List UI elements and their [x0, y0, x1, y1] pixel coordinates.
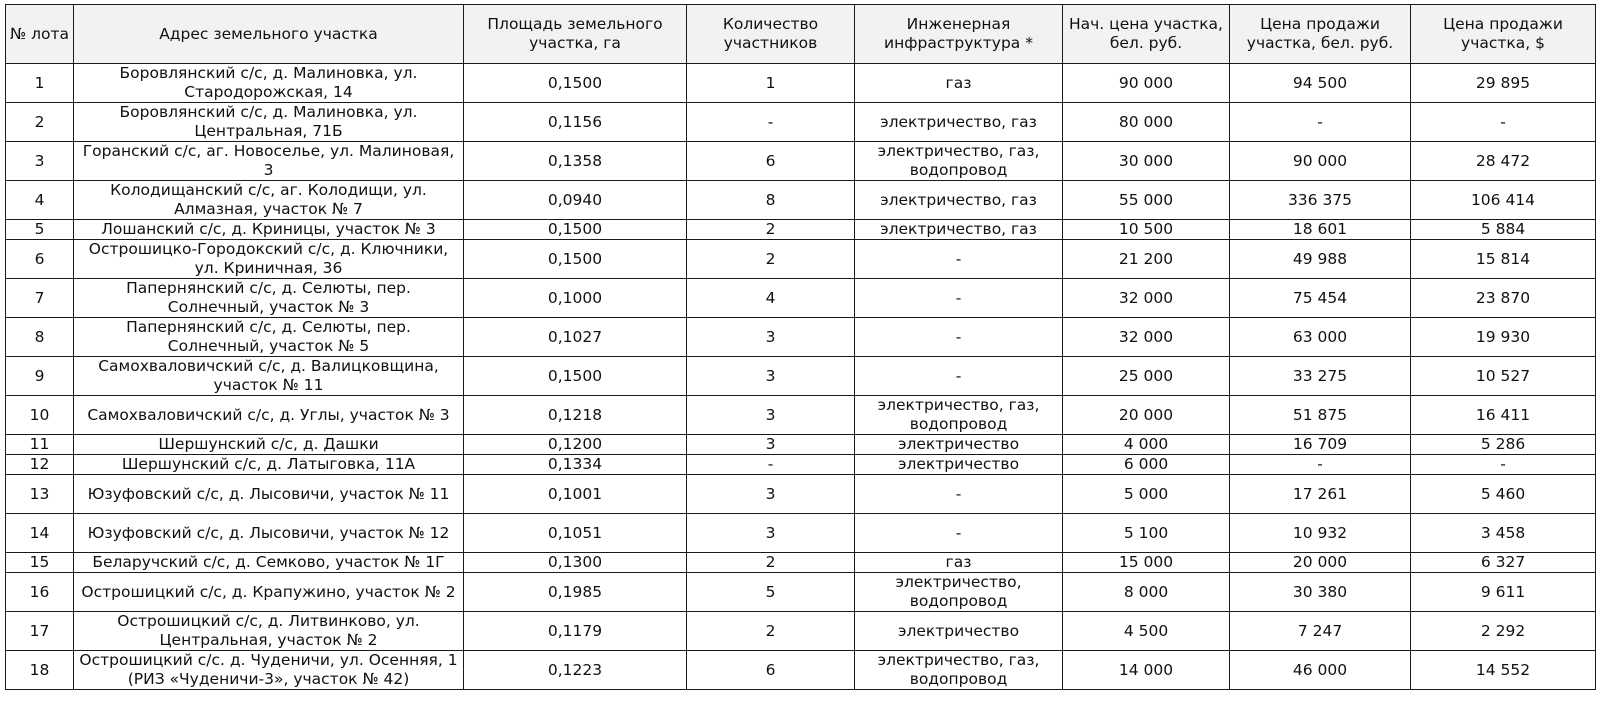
cell-area: 0,1223 [464, 651, 687, 690]
cell-sale-price-usd: 2 292 [1411, 612, 1596, 651]
cell-area: 0,1500 [464, 240, 687, 279]
cell-area: 0,1156 [464, 103, 687, 142]
cell-area: 0,1218 [464, 396, 687, 435]
table-row [6, 396, 1596, 435]
cell-sale-price-usd: 3 458 [1411, 514, 1596, 553]
cell-sale-price-byr: 46 000 [1230, 651, 1411, 690]
cell-area: 0,1051 [464, 514, 687, 553]
cell-address: Лошанский с/с, д. Криницы, участок № 3 [74, 220, 464, 240]
cell-infrastructure: - [855, 279, 1063, 318]
cell-sale-price-byr: 18 601 [1230, 220, 1411, 240]
cell-lot: 3 [6, 142, 74, 181]
table-row [6, 612, 1596, 651]
table-row [6, 514, 1596, 553]
cell-infrastructure: газ [855, 64, 1063, 103]
cell-participants: 1 [687, 64, 855, 103]
cell-participants: 3 [687, 357, 855, 396]
cell-start-price: 55 000 [1063, 181, 1230, 220]
cell-infrastructure: электричество, газ [855, 220, 1063, 240]
cell-lot: 5 [6, 220, 74, 240]
table-row [6, 64, 1596, 103]
cell-sale-price-byr: 33 275 [1230, 357, 1411, 396]
cell-address: Боровлянский с/с, д. Малиновка, ул. Центральная, 71Б [74, 103, 464, 142]
header-address: Адрес земельного участка [74, 5, 464, 64]
cell-address: Острошицкий с/с, д. Литвинково, ул. Центральная, участок № 2 [74, 612, 464, 651]
cell-start-price: 80 000 [1063, 103, 1230, 142]
cell-start-price: 5 100 [1063, 514, 1230, 553]
cell-lot: 12 [6, 455, 74, 475]
header-area: Площадь земельного участка, га [464, 5, 687, 64]
cell-sale-price-usd: 9 611 [1411, 573, 1596, 612]
cell-participants: 5 [687, 573, 855, 612]
cell-start-price: 20 000 [1063, 396, 1230, 435]
cell-sale-price-usd: 5 884 [1411, 220, 1596, 240]
cell-sale-price-byr: 16 709 [1230, 435, 1411, 455]
cell-sale-price-usd: 6 327 [1411, 553, 1596, 573]
cell-address: Беларучский с/с, д. Семково, участок № 1Г [74, 553, 464, 573]
cell-sale-price-usd: 5 286 [1411, 435, 1596, 455]
cell-sale-price-usd: 23 870 [1411, 279, 1596, 318]
cell-address: Самохваловичский с/с, д. Валицковщина, участок № 11 [74, 357, 464, 396]
cell-participants: 6 [687, 651, 855, 690]
cell-participants: 3 [687, 475, 855, 514]
cell-start-price: 4 500 [1063, 612, 1230, 651]
header-infrastructure: Инженерная инфраструктура * [855, 5, 1063, 64]
cell-start-price: 10 500 [1063, 220, 1230, 240]
table-row [6, 357, 1596, 396]
cell-sale-price-usd: 28 472 [1411, 142, 1596, 181]
cell-lot: 9 [6, 357, 74, 396]
cell-lot: 14 [6, 514, 74, 553]
cell-participants: 3 [687, 514, 855, 553]
cell-area: 0,0940 [464, 181, 687, 220]
cell-participants: 4 [687, 279, 855, 318]
cell-sale-price-byr: - [1230, 103, 1411, 142]
cell-participants: 2 [687, 553, 855, 573]
cell-sale-price-byr: 336 375 [1230, 181, 1411, 220]
cell-address: Юзуфовский с/с, д. Лысовичи, участок № 11 [74, 475, 464, 514]
cell-infrastructure: электричество, газ [855, 103, 1063, 142]
cell-sale-price-byr: 30 380 [1230, 573, 1411, 612]
cell-participants: 2 [687, 240, 855, 279]
cell-participants: - [687, 455, 855, 475]
cell-lot: 4 [6, 181, 74, 220]
cell-address: Самохваловичский с/с, д. Углы, участок № 3 [74, 396, 464, 435]
cell-participants: 3 [687, 435, 855, 455]
cell-start-price: 8 000 [1063, 573, 1230, 612]
cell-infrastructure: электричество, газ [855, 181, 1063, 220]
table-row [6, 553, 1596, 573]
header-start-price: Нач. цена участка, бел. руб. [1063, 5, 1230, 64]
cell-address: Шершунский с/с, д. Дашки [74, 435, 464, 455]
cell-sale-price-byr: 90 000 [1230, 142, 1411, 181]
cell-address: Шершунский с/с, д. Латыговка, 11А [74, 455, 464, 475]
cell-area: 0,1179 [464, 612, 687, 651]
cell-participants: 3 [687, 396, 855, 435]
cell-participants: 6 [687, 142, 855, 181]
table-row [6, 318, 1596, 357]
cell-participants: 2 [687, 220, 855, 240]
header-participants: Количество участников [687, 5, 855, 64]
cell-area: 0,1000 [464, 279, 687, 318]
table-row [6, 475, 1596, 514]
land-auction-results-table [5, 4, 1596, 690]
cell-lot: 18 [6, 651, 74, 690]
cell-sale-price-usd: 16 411 [1411, 396, 1596, 435]
cell-participants: 3 [687, 318, 855, 357]
cell-start-price: 32 000 [1063, 279, 1230, 318]
cell-address: Острошицкий с/с. д. Чуденичи, ул. Осенняя, 1 (РИЗ «Чуденичи-3», участок № 42) [74, 651, 464, 690]
cell-infrastructure: газ [855, 553, 1063, 573]
table-header-row [6, 5, 1596, 64]
cell-area: 0,1358 [464, 142, 687, 181]
cell-lot: 15 [6, 553, 74, 573]
cell-lot: 13 [6, 475, 74, 514]
cell-participants: - [687, 103, 855, 142]
cell-infrastructure: электричество [855, 435, 1063, 455]
cell-infrastructure: - [855, 240, 1063, 279]
cell-lot: 11 [6, 435, 74, 455]
cell-lot: 6 [6, 240, 74, 279]
cell-infrastructure: электричество [855, 455, 1063, 475]
table-row [6, 573, 1596, 612]
cell-sale-price-usd: 19 930 [1411, 318, 1596, 357]
cell-lot: 10 [6, 396, 74, 435]
cell-participants: 2 [687, 612, 855, 651]
table-row [6, 279, 1596, 318]
header-sale-price-usd: Цена продажи участка, $ [1411, 5, 1596, 64]
cell-infrastructure: - [855, 318, 1063, 357]
cell-sale-price-byr: 63 000 [1230, 318, 1411, 357]
cell-area: 0,1001 [464, 475, 687, 514]
header-sale-price-byr: Цена продажи участка, бел. руб. [1230, 5, 1411, 64]
header-lot-number: № лота [6, 5, 74, 64]
table-row [6, 103, 1596, 142]
cell-address: Горанский с/с, аг. Новоселье, ул. Малиновая, 3 [74, 142, 464, 181]
cell-sale-price-byr: 75 454 [1230, 279, 1411, 318]
cell-lot: 17 [6, 612, 74, 651]
cell-address: Папернянский с/с, д. Селюты, пер. Солнечный, участок № 3 [74, 279, 464, 318]
cell-infrastructure: электричество, газ, водопровод [855, 142, 1063, 181]
table-row [6, 455, 1596, 475]
table-row [6, 220, 1596, 240]
cell-participants: 8 [687, 181, 855, 220]
table-row [6, 435, 1596, 455]
cell-sale-price-byr: 94 500 [1230, 64, 1411, 103]
cell-area: 0,1500 [464, 357, 687, 396]
cell-area: 0,1300 [464, 553, 687, 573]
table-row [6, 142, 1596, 181]
cell-sale-price-usd: 10 527 [1411, 357, 1596, 396]
cell-sale-price-usd: 106 414 [1411, 181, 1596, 220]
cell-lot: 8 [6, 318, 74, 357]
table-row [6, 181, 1596, 220]
cell-start-price: 6 000 [1063, 455, 1230, 475]
cell-sale-price-byr: 7 247 [1230, 612, 1411, 651]
cell-infrastructure: - [855, 475, 1063, 514]
cell-start-price: 5 000 [1063, 475, 1230, 514]
cell-start-price: 32 000 [1063, 318, 1230, 357]
cell-area: 0,1027 [464, 318, 687, 357]
cell-infrastructure: электричество, газ, водопровод [855, 651, 1063, 690]
cell-address: Боровлянский с/с, д. Малиновка, ул. Стародорожская, 14 [74, 64, 464, 103]
cell-sale-price-byr: 10 932 [1230, 514, 1411, 553]
cell-area: 0,1500 [464, 64, 687, 103]
cell-sale-price-byr: - [1230, 455, 1411, 475]
table-row [6, 240, 1596, 279]
cell-area: 0,1200 [464, 435, 687, 455]
cell-sale-price-byr: 17 261 [1230, 475, 1411, 514]
cell-sale-price-usd: - [1411, 103, 1596, 142]
cell-start-price: 15 000 [1063, 553, 1230, 573]
cell-address: Юзуфовский с/с, д. Лысовичи, участок № 12 [74, 514, 464, 553]
cell-area: 0,1985 [464, 573, 687, 612]
cell-start-price: 25 000 [1063, 357, 1230, 396]
cell-start-price: 30 000 [1063, 142, 1230, 181]
cell-lot: 7 [6, 279, 74, 318]
cell-sale-price-usd: 5 460 [1411, 475, 1596, 514]
cell-infrastructure: - [855, 514, 1063, 553]
cell-start-price: 21 200 [1063, 240, 1230, 279]
cell-start-price: 90 000 [1063, 64, 1230, 103]
cell-start-price: 4 000 [1063, 435, 1230, 455]
cell-sale-price-byr: 20 000 [1230, 553, 1411, 573]
cell-lot: 2 [6, 103, 74, 142]
cell-address: Папернянский с/с, д. Селюты, пер. Солнечный, участок № 5 [74, 318, 464, 357]
cell-sale-price-usd: - [1411, 455, 1596, 475]
table-row [6, 651, 1596, 690]
cell-address: Острошицкий с/с, д. Крапужино, участок № 2 [74, 573, 464, 612]
cell-lot: 1 [6, 64, 74, 103]
cell-infrastructure: электричество [855, 612, 1063, 651]
cell-sale-price-byr: 49 988 [1230, 240, 1411, 279]
cell-lot: 16 [6, 573, 74, 612]
cell-sale-price-byr: 51 875 [1230, 396, 1411, 435]
cell-infrastructure: электричество, водопровод [855, 573, 1063, 612]
cell-infrastructure: - [855, 357, 1063, 396]
cell-address: Острошицко-Городокский с/с, д. Ключники, ул. Криничная, 36 [74, 240, 464, 279]
cell-infrastructure: электричество, газ, водопровод [855, 396, 1063, 435]
cell-sale-price-usd: 29 895 [1411, 64, 1596, 103]
cell-sale-price-usd: 15 814 [1411, 240, 1596, 279]
cell-area: 0,1334 [464, 455, 687, 475]
cell-address: Колодищанский с/с, аг. Колодищи, ул. Алмазная, участок № 7 [74, 181, 464, 220]
cell-start-price: 14 000 [1063, 651, 1230, 690]
cell-sale-price-usd: 14 552 [1411, 651, 1596, 690]
cell-area: 0,1500 [464, 220, 687, 240]
